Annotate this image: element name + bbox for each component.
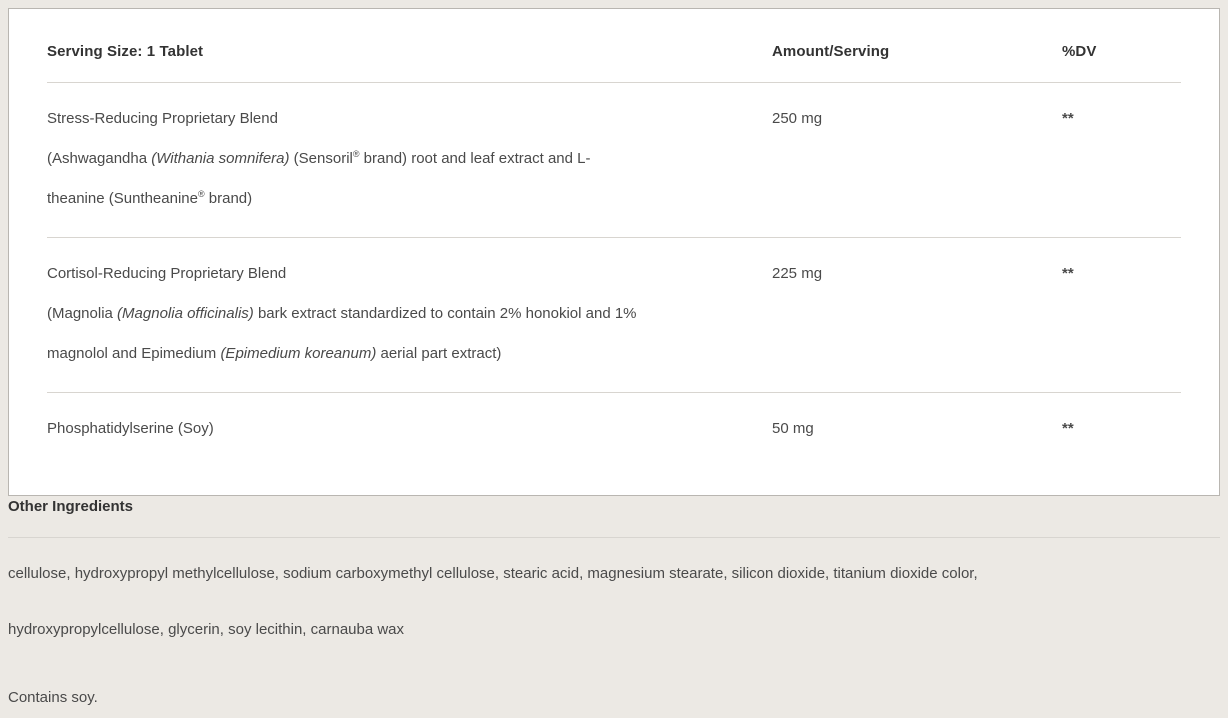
table-row bbox=[47, 83, 1181, 238]
percent-dv-value: ** bbox=[1062, 238, 1181, 393]
detail-text: (Sensoril bbox=[289, 150, 353, 167]
latin-name: (Epimedium koreanum) bbox=[220, 345, 377, 362]
amount-per-serving-value: 225 mg bbox=[772, 238, 1062, 393]
nutrient-name-cell bbox=[47, 393, 772, 496]
nutrient-detail-line-2 bbox=[47, 334, 772, 374]
table-row bbox=[47, 238, 1181, 393]
detail-text: aerial part extract) bbox=[376, 345, 502, 362]
nutrient-detail-line-2 bbox=[47, 179, 772, 219]
table-header-row bbox=[47, 9, 1181, 83]
detail-text: brand) bbox=[204, 190, 253, 207]
nutrient-title: Phosphatidylserine (Soy) bbox=[47, 420, 214, 437]
latin-name: (Withania somnifera) bbox=[151, 150, 290, 167]
supplement-facts-table bbox=[47, 9, 1181, 495]
registered-mark: ® bbox=[197, 189, 205, 199]
latin-name: (Magnolia officinalis) bbox=[117, 305, 254, 322]
other-ingredients-section bbox=[8, 488, 1220, 718]
amount-per-serving-value: 50 mg bbox=[772, 420, 814, 437]
nutrient-title: Stress-Reducing Proprietary Blend bbox=[47, 110, 278, 127]
column-header-serving-size: Serving Size: 1 Tablet bbox=[47, 9, 772, 83]
other-ingredients-line-2: hydroxypropylcellulose, glycerin, soy lecithin, carnauba wax bbox=[8, 621, 405, 638]
detail-text: magnolol and Epimedium bbox=[47, 345, 221, 362]
nutrient-name-cell bbox=[47, 83, 772, 238]
detail-text: brand) root and leaf extract and L- bbox=[359, 150, 591, 167]
nutrient-title: Cortisol-Reducing Proprietary Blend bbox=[47, 265, 287, 282]
percent-dv-value: ** bbox=[1062, 83, 1181, 238]
amount-per-serving-value: 250 mg bbox=[772, 83, 1062, 238]
detail-text: (Ashwagandha bbox=[47, 150, 152, 167]
other-ingredients-line-1: cellulose, hydroxypropyl methylcellulose, sodium carboxymethyl cellulose, stearic acid, magnesium stearate, silicon dioxide, titanium dioxide color, bbox=[8, 565, 978, 582]
registered-mark: ® bbox=[352, 149, 360, 159]
other-ingredients-title: Other Ingredients bbox=[8, 488, 1220, 538]
detail-text: bark extract standardized to contain 2% honokiol and 1% bbox=[253, 305, 637, 322]
nutrient-detail-line-1 bbox=[47, 294, 772, 334]
detail-text: theanine (Suntheanine bbox=[47, 190, 198, 207]
table-row bbox=[47, 393, 1181, 496]
nutrient-name-cell bbox=[47, 238, 772, 393]
column-header-amount-per-serving: Amount/Serving bbox=[772, 9, 1062, 83]
allergen-statement: Contains soy. bbox=[8, 689, 98, 706]
nutrient-detail-line-1 bbox=[47, 139, 772, 179]
detail-text: (Magnolia bbox=[47, 305, 118, 322]
supplement-facts-panel bbox=[8, 8, 1220, 496]
column-header-percent-dv: %DV bbox=[1062, 9, 1181, 83]
percent-dv-value: ** bbox=[1062, 420, 1074, 437]
